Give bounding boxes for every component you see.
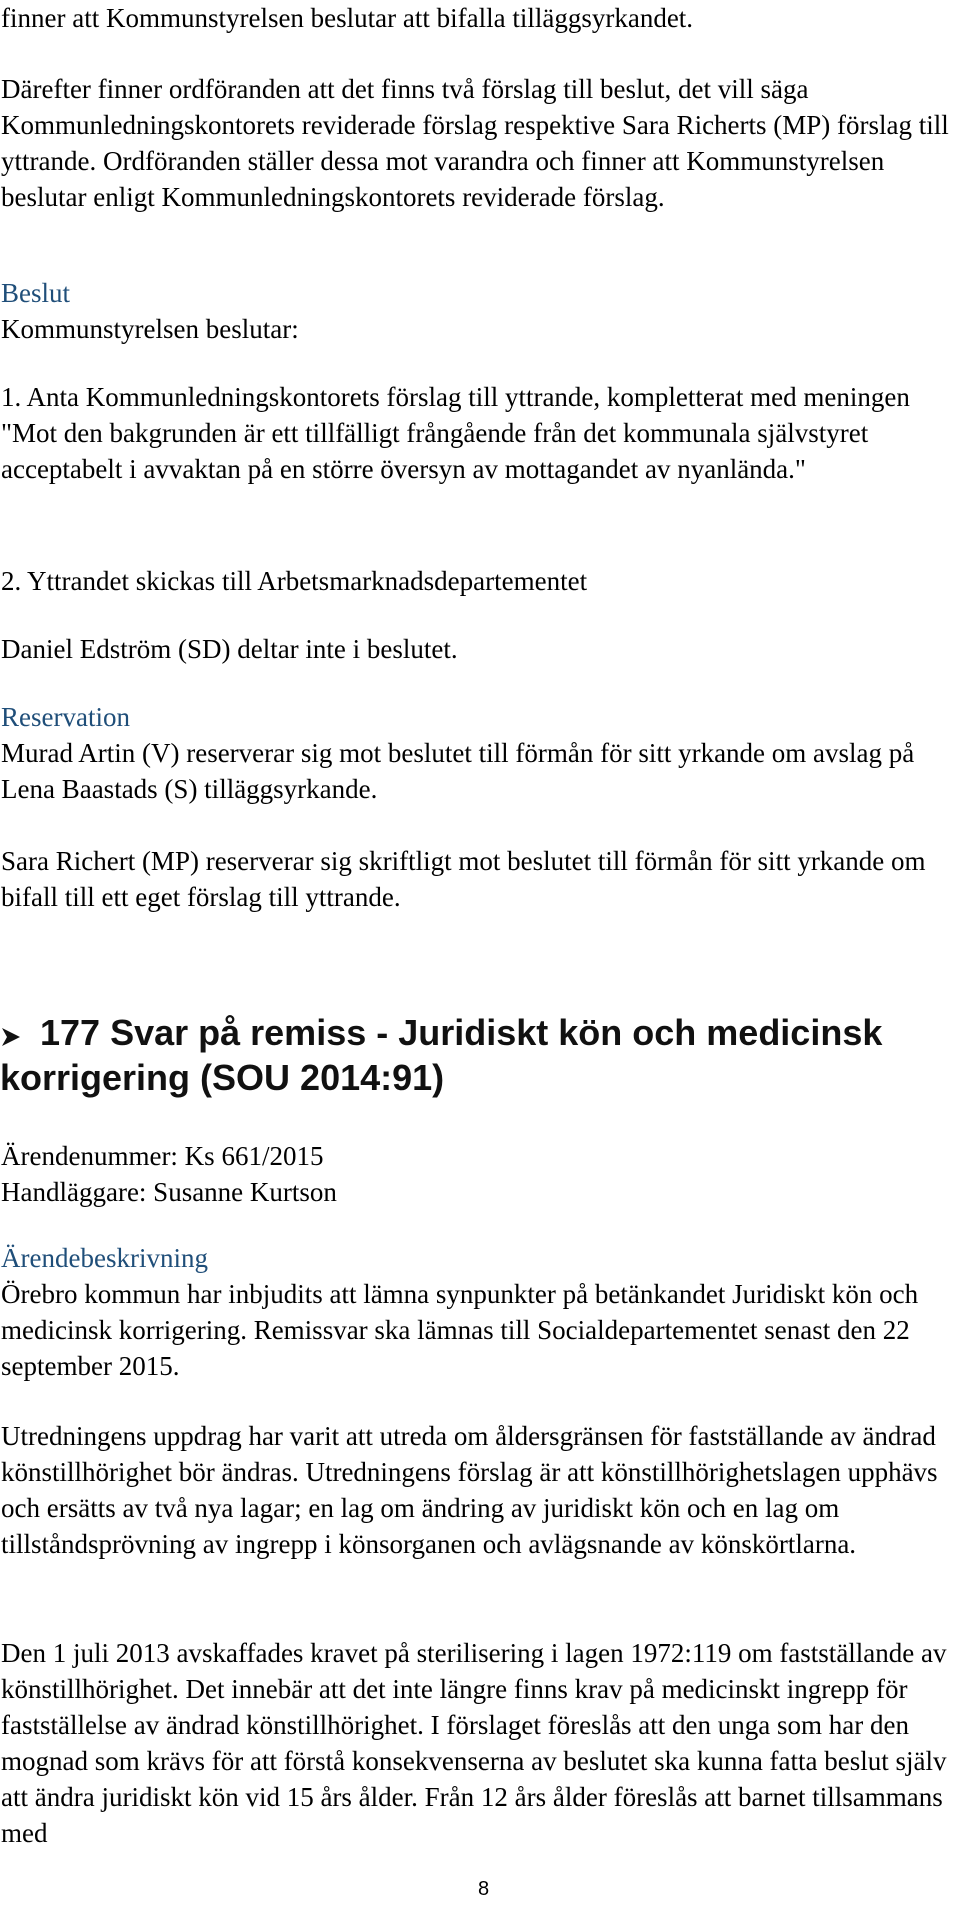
case-number: Ärendenummer: Ks 661/2015: [1, 1141, 324, 1171]
paragraph-not-participating: Daniel Edström (SD) deltar inte i beslutet.: [1, 634, 458, 664]
paragraph-reservation-2: Sara Richert (MP) reserverar sig skriftligt mot beslutet till förmån för sitt yrkande om bifall till ett eget förslag till yttrande.: [1, 846, 926, 912]
heading-reservation: Reservation: [1, 702, 130, 732]
officer: Handläggare: Susanne Kurtson: [1, 1177, 337, 1207]
section-title: 177 Svar på remiss - Juridiskt kön och medicinsk korrigering (SOU 2014:91): [0, 1012, 883, 1098]
paragraph-proposals: Därefter finner ordföranden att det finns två förslag till beslut, det vill säga Kommunledningskontorets reviderade förslag respektive Sara Richerts (MP) förslag till yttrande. Ordföranden ställer dessa mot varandra och finner att Kommunstyrelsen beslutar enligt Kommunledningskontorets reviderade förslag.: [1, 74, 949, 212]
heading-description: Ärendebeskrivning: [1, 1243, 208, 1273]
page-number: 8: [478, 1878, 490, 1900]
paragraph-reservation-1: Murad Artin (V) reserverar sig mot beslutet till förmån för sitt yrkande om avslag på Lena Baastads (S) tilläggsyrkande.: [1, 738, 915, 804]
paragraph-beslut-intro: Kommunstyrelsen beslutar:: [1, 314, 299, 344]
description-paragraph-1: Örebro kommun har inbjudits att lämna synpunkter på betänkandet Juridiskt kön och medicinsk korrigering. Remissvar ska lämnas till Socialdepartementet senast den 22 september 2015.: [1, 1279, 919, 1381]
decision-item-2: 2. Yttrandet skickas till Arbetsmarknadsdepartementet: [1, 566, 588, 596]
description-paragraph-2: Utredningens uppdrag har varit att utreda om åldersgränsen för fastställande av ändrad könstillhörighet bör ändras. Utredningens förslag är att könstillhörighetslagen upphävs och ersätts av två nya lagar; en lag om ändring av juridiskt kön och en lag om tillståndsprövning av ingrepp i könsorganen och avlägsnande av könskörtlarna.: [1, 1421, 938, 1559]
heading-beslut: Beslut: [1, 278, 71, 308]
description-paragraph-3: Den 1 juli 2013 avskaffades kravet på sterilisering i lagen 1972:119 om fastställande av könstillhörighet. Det innebär att det inte längre finns krav på medicinskt ingrepp för fastställelse av ändrad könstillhörighet. I förslaget föreslås att den unga som har den mognad som krävs för att förstå konsekvenserna av beslutet ska kunna fatta beslut själv att ändra juridiskt kön vid 15 års ålder. Från 12 års ålder föreslås att barnet tillsammans med: [1, 1638, 947, 1848]
paragraph-continuation: finner att Kommunstyrelsen beslutar att bifalla tilläggsyrkandet.: [1, 3, 694, 33]
decision-item-1: 1. Anta Kommunledningskontorets förslag till yttrande, kompletterat med meningen "Mot den bakgrunden är ett tillfälligt frångående från det kommunala självstyret acceptabelt i avvaktan på en större översyn av mottagandet av nyanlända.": [1, 382, 910, 484]
